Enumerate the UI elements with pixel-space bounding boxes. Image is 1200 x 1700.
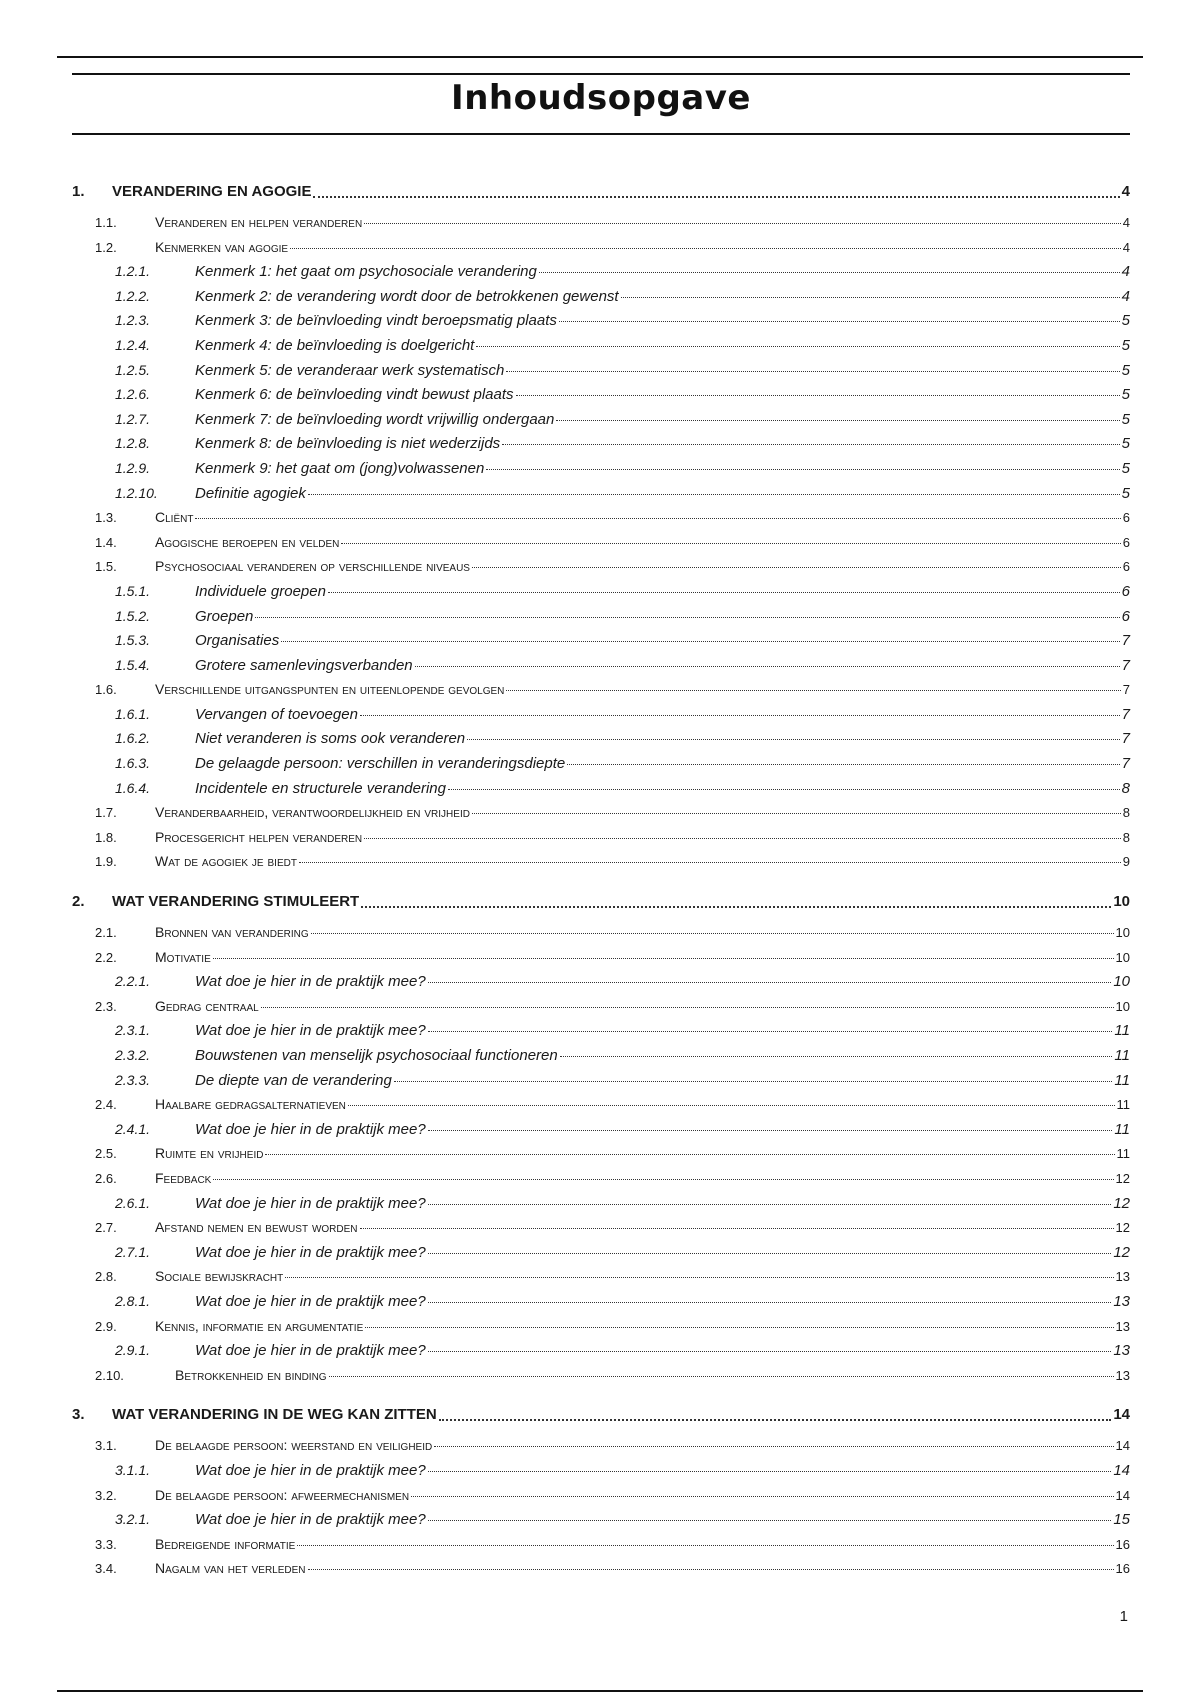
toc-entry-page: 12 [1113, 1194, 1130, 1212]
dot-leader [567, 764, 1119, 765]
toc-entry-page: 6 [1121, 607, 1130, 625]
toc-entry-title: Bedreigende informatie [155, 1535, 296, 1552]
toc-entry-title: Motivatie [155, 948, 211, 965]
toc-entry-page: 4 [1121, 263, 1130, 281]
toc-entry-level-1[interactable] [72, 168, 1130, 214]
toc-entry-number: 2.7. [95, 1220, 117, 1236]
toc-entry-title: Afstand nemen en bewust worden [155, 1219, 358, 1236]
toc-entry-page: 16 [1115, 1561, 1130, 1577]
toc-entry-page: 14 [1113, 1461, 1130, 1479]
toc-entry-title: De belaagde persoon: afweermechanismen [155, 1486, 410, 1503]
toc-entry-title: Kenmerk 5: de veranderaar werk systematisch [195, 361, 505, 379]
dot-leader [448, 789, 1120, 790]
toc-entry-level-2[interactable] [72, 1170, 1130, 1195]
dot-leader [502, 444, 1119, 445]
toc-entry-number: 1.7. [95, 805, 117, 821]
toc-entry-number: 2.8. [95, 1269, 117, 1285]
toc-entry-level-2[interactable] [72, 558, 1130, 583]
toc-entry-title: Psychosociaal veranderen op verschillende niveaus [155, 558, 470, 575]
dot-leader [394, 1081, 1113, 1082]
dot-leader [556, 420, 1119, 421]
toc-entry-level-2[interactable] [72, 949, 1130, 974]
toc-entry-level-2[interactable] [72, 214, 1130, 239]
toc-entry-number: 2.3.3. [115, 1071, 151, 1088]
dot-leader [428, 1471, 1112, 1472]
toc-entry-level-3[interactable] [72, 973, 1130, 998]
dot-leader [539, 272, 1120, 273]
toc-entry-level-3[interactable] [72, 386, 1130, 411]
toc-entry-title: WAT VERANDERING IN DE WEG KAN ZITTEN [112, 1405, 437, 1423]
page-title: Inhoudsopgave [451, 78, 751, 118]
toc-entry-number: 1.2.9. [115, 459, 151, 476]
toc-entry-title: Bronnen van verandering [155, 924, 309, 941]
toc-entry-level-3[interactable] [72, 288, 1130, 313]
toc-entry-page: 13 [1113, 1342, 1130, 1360]
toc-entry-page: 11 [1114, 1120, 1130, 1138]
toc-entry-page: 9 [1122, 854, 1130, 870]
toc-entry-number: 2.9.1. [115, 1342, 151, 1359]
dot-leader [360, 1228, 1114, 1229]
toc-entry-page: 5 [1121, 312, 1130, 330]
toc-entry-title: Groepen [195, 607, 254, 625]
toc-entry-page: 6 [1122, 510, 1130, 526]
toc-entry-number: 1.6.3. [115, 755, 151, 772]
toc-entry-level-3[interactable] [72, 706, 1130, 731]
dot-leader [472, 813, 1121, 814]
toc-entry-number: 1.5.2. [115, 607, 151, 624]
toc-entry-page: 5 [1121, 361, 1130, 379]
toc-entry-title: Wat doe je hier in de praktijk mee? [195, 973, 426, 991]
toc-entry-page: 12 [1115, 1170, 1130, 1186]
toc-entry-title: Procesgericht helpen veranderen [155, 828, 363, 845]
toc-entry-number: 2.3.1. [115, 1022, 151, 1039]
toc-entry-title: Wat doe je hier in de praktijk mee? [195, 1022, 426, 1040]
toc-entry-number: 2.3. [95, 998, 117, 1014]
toc-entry-level-3[interactable] [72, 780, 1130, 805]
dot-leader [361, 906, 1111, 908]
dot-leader [313, 196, 1119, 198]
toc-entry-title: De gelaagde persoon: verschillen in veranderingsdiepte [195, 755, 566, 773]
toc-entry-level-2[interactable] [72, 804, 1130, 829]
dot-leader [311, 933, 1114, 934]
dot-leader [195, 518, 1120, 519]
toc-entry-page: 14 [1115, 1438, 1130, 1454]
toc-entry-title: Sociale bewijskracht [155, 1268, 284, 1285]
toc-entry-number: 2.9. [95, 1318, 117, 1334]
toc-entry-number: 2.6. [95, 1170, 117, 1186]
toc-entry-title: Kenmerk 2: de verandering wordt door de betrokkenen gewenst [195, 287, 619, 305]
toc-entry-page: 13 [1115, 1367, 1130, 1383]
toc-entry-page: 11 [1114, 1047, 1130, 1064]
toc-entry-page: 13 [1113, 1292, 1130, 1310]
toc-entry-level-3[interactable] [72, 1342, 1130, 1367]
toc-entry-page: 4 [1122, 239, 1130, 255]
dot-leader [261, 1007, 1114, 1008]
toc-entry-level-2[interactable] [72, 998, 1130, 1023]
toc-entry-level-1[interactable] [72, 1391, 1130, 1437]
toc-entry-level-2[interactable] [72, 1096, 1130, 1121]
toc-entry-title: De diepte van de verandering [195, 1071, 392, 1089]
toc-entry-title: WAT VERANDERING STIMULEERT [112, 892, 360, 910]
dot-leader [428, 982, 1112, 983]
toc-entry-page: 10 [1113, 973, 1130, 991]
dot-leader [255, 617, 1119, 618]
toc-entry-page: 14 [1113, 1405, 1130, 1423]
dot-leader [516, 395, 1120, 396]
toc-entry-title: Wat doe je hier in de praktijk mee? [195, 1511, 426, 1529]
dot-leader [428, 1031, 1113, 1032]
toc-entry-number: 2. [72, 892, 85, 910]
toc-entry-level-2[interactable] [72, 534, 1130, 559]
toc-entry-title: Kennis, informatie en argumentatie [155, 1317, 364, 1334]
toc-entry-page: 5 [1121, 435, 1130, 453]
toc-entry-page: 5 [1121, 484, 1130, 502]
toc-entry-title: Kenmerk 9: het gaat om (jong)volwassenen [195, 459, 485, 477]
toc-entry-page: 12 [1113, 1243, 1130, 1261]
dot-leader [467, 739, 1120, 740]
toc-entry-page: 7 [1121, 656, 1130, 674]
toc-entry-title: Niet veranderen is soms ook veranderen [195, 730, 466, 748]
dot-leader [364, 223, 1121, 224]
dot-leader [476, 346, 1119, 347]
dot-leader [559, 321, 1120, 322]
toc-entry-title: Wat doe je hier in de praktijk mee? [195, 1120, 426, 1138]
toc-entry-title: Kenmerk 3: de beïnvloeding vindt beroepsmatig plaats [195, 312, 557, 330]
dot-leader [411, 1496, 1113, 1497]
toc-entry-title: Ruimte en vrijheid [155, 1145, 264, 1162]
dot-leader [428, 1130, 1113, 1131]
bottom-rule [57, 1690, 1143, 1692]
toc-entry-number: 2.2.1. [115, 973, 151, 990]
toc-entry-level-3[interactable] [72, 1072, 1130, 1097]
toc-entry-number: 1.2.2. [115, 287, 151, 304]
toc-entry-number: 1.2.6. [115, 386, 151, 403]
dot-leader [486, 469, 1119, 470]
toc-entry-page: 6 [1122, 534, 1130, 550]
toc-entry-level-2[interactable] [72, 509, 1130, 534]
toc-entry-level-3[interactable] [72, 1462, 1130, 1487]
dot-leader [341, 543, 1120, 544]
toc-entry-title: Nagalm van het verleden [155, 1560, 306, 1577]
toc-entry-title: De belaagde persoon: weerstand en veiligheid [155, 1437, 433, 1454]
toc-entry-number: 3.1. [95, 1438, 117, 1454]
dot-leader [281, 641, 1119, 642]
toc-entry-page: 7 [1121, 632, 1130, 650]
toc-entry-title: Gedrag centraal [155, 997, 259, 1014]
toc-entry-level-3[interactable] [72, 1121, 1130, 1146]
page-number: 1 [1119, 1608, 1128, 1625]
toc-entry-number: 1.2.7. [115, 410, 151, 427]
toc-entry-number: 2.1. [95, 925, 117, 941]
toc-entry-page: 10 [1113, 892, 1130, 910]
toc-entry-number: 3.3. [95, 1536, 117, 1552]
toc-entry-number: 1.6.2. [115, 730, 151, 747]
toc-entry-page: 11 [1116, 1146, 1130, 1162]
toc-entry-level-2[interactable] [72, 1437, 1130, 1462]
toc-entry-title: Wat doe je hier in de praktijk mee? [195, 1342, 426, 1360]
toc-entry-page: 14 [1115, 1487, 1130, 1503]
toc-entry-level-3[interactable] [72, 1511, 1130, 1536]
toc-entry-number: 1.5. [95, 559, 117, 575]
toc-entry-number: 1.6.4. [115, 779, 151, 796]
toc-entry-level-3[interactable] [72, 337, 1130, 362]
toc-entry-title: Kenmerk 4: de beïnvloeding is doelgericht [195, 336, 475, 354]
toc-entry-number: 1. [72, 182, 85, 200]
toc-entry-level-3[interactable] [72, 583, 1130, 608]
toc-entry-number: 1.8. [95, 829, 117, 845]
toc-entry-number: 2.5. [95, 1146, 117, 1162]
toc-entry-level-2[interactable] [72, 853, 1130, 878]
dot-leader [428, 1253, 1112, 1254]
toc-entry-title: Cliënt [155, 509, 194, 526]
top-rule-outer [57, 56, 1143, 58]
toc-entry-number: 2.2. [95, 949, 117, 965]
dot-leader [308, 1569, 1114, 1570]
toc-entry-page: 4 [1122, 215, 1130, 230]
title-rule-top [72, 73, 1130, 75]
dot-leader [329, 1376, 1114, 1377]
toc-entry-page: 7 [1122, 682, 1130, 698]
toc-entry-title: Wat doe je hier in de praktijk mee? [195, 1194, 426, 1212]
toc-entry-level-2[interactable] [72, 924, 1130, 949]
toc-entry-number: 2.6.1. [115, 1194, 151, 1211]
toc-entry-title: Kenmerken van agogie [155, 238, 289, 255]
toc-entry-page: 6 [1121, 582, 1130, 600]
toc-entry-title: Haalbare gedragsalternatieven [155, 1096, 346, 1113]
toc-entry-page: 15 [1113, 1511, 1130, 1529]
dot-leader [621, 297, 1120, 298]
toc-entry-page: 5 [1121, 410, 1130, 428]
toc-entry-title: Vervangen of toevoegen [195, 705, 358, 723]
toc-entry-number: 2.4. [95, 1097, 117, 1113]
toc-entry-level-3[interactable] [72, 435, 1130, 460]
dot-leader [213, 1179, 1113, 1180]
toc-entry-level-1[interactable] [72, 878, 1130, 924]
toc-entry-title: Definitie agogiek [195, 484, 306, 502]
toc-entry-level-2[interactable] [72, 1268, 1130, 1293]
toc-entry-number: 1.2.10. [115, 484, 158, 501]
dot-leader [265, 1154, 1114, 1155]
toc-entry-number: 1.9. [95, 854, 117, 870]
toc-entry-number: 2.4.1. [115, 1120, 151, 1137]
toc-entry-title: Agogische beroepen en velden [155, 533, 340, 550]
toc-entry-level-3[interactable] [72, 1244, 1130, 1269]
dot-leader [308, 494, 1120, 495]
dot-leader [428, 1520, 1112, 1521]
dot-leader [285, 1277, 1113, 1278]
toc-entry-page: 7 [1121, 705, 1130, 723]
dot-leader [428, 1351, 1112, 1352]
toc-entry-page: 4 [1121, 182, 1130, 200]
toc-entry-level-3[interactable] [72, 755, 1130, 780]
toc-entry-number: 1.2.1. [115, 263, 151, 280]
table-of-contents [72, 168, 1130, 1585]
toc-entry-page: 11 [1114, 1071, 1130, 1089]
dot-leader [439, 1419, 1112, 1421]
toc-entry-page: 4 [1121, 287, 1130, 305]
toc-entry-number: 1.5.3. [115, 632, 151, 649]
dot-leader [297, 1545, 1113, 1546]
dot-leader [434, 1446, 1113, 1447]
toc-entry-level-3[interactable] [72, 657, 1130, 682]
dot-leader [428, 1204, 1112, 1205]
title-rule-bottom [72, 133, 1130, 135]
toc-entry-title: Feedback [155, 1169, 212, 1186]
toc-entry-page: 11 [1114, 1022, 1130, 1040]
toc-entry-page: 13 [1115, 1318, 1130, 1334]
toc-entry-title: Incidentele en structurele verandering [195, 779, 446, 797]
toc-entry-number: 1.2.5. [115, 361, 151, 378]
toc-entry-level-2[interactable] [72, 681, 1130, 706]
toc-entry-title: Wat de agogiek je biedt [155, 853, 297, 870]
toc-entry-title: VERANDERING EN AGOGIE [112, 182, 312, 200]
toc-entry-number: 2.8.1. [115, 1292, 151, 1309]
toc-entry-number: 1.5.4. [115, 656, 151, 673]
dot-leader [299, 862, 1121, 863]
toc-entry-title: Individuele groepen [195, 582, 326, 600]
toc-entry-level-2[interactable] [72, 239, 1130, 264]
dot-leader [328, 592, 1120, 593]
toc-entry-number: 1.5.1. [115, 582, 151, 599]
dot-leader [506, 690, 1120, 691]
toc-entry-level-3[interactable] [72, 730, 1130, 755]
toc-entry-level-3[interactable] [72, 411, 1130, 436]
toc-entry-number: 2.7.1. [115, 1243, 151, 1260]
toc-entry-level-3[interactable] [72, 1047, 1130, 1072]
toc-entry-title: Veranderbaarheid, verantwoordelijkheid en vrijheid [155, 804, 470, 821]
toc-entry-number: 1.2.4. [115, 336, 151, 353]
toc-entry-title: Wat doe je hier in de praktijk mee? [195, 1292, 426, 1310]
toc-entry-number: 1.3. [95, 510, 117, 526]
toc-entry-level-3[interactable] [72, 460, 1130, 485]
toc-entry-page: 12 [1115, 1220, 1130, 1236]
toc-entry-number: 1.6. [95, 682, 117, 698]
toc-entry-number: 3. [72, 1405, 85, 1423]
toc-entry-number: 3.2.1. [115, 1511, 151, 1528]
toc-entry-page: 7 [1121, 755, 1130, 773]
dot-leader [560, 1056, 1113, 1057]
toc-entry-level-2[interactable] [72, 1367, 1130, 1392]
toc-entry-number: 3.2. [95, 1487, 117, 1503]
toc-entry-number: 1.2.8. [115, 435, 151, 452]
toc-entry-number: 3.4. [95, 1561, 117, 1577]
dot-leader [348, 1105, 1115, 1106]
toc-entry-number: 2.3.2. [115, 1047, 151, 1063]
toc-entry-level-3[interactable] [72, 608, 1130, 633]
toc-entry-page: 8 [1122, 805, 1130, 821]
toc-entry-number: 3.1.1. [115, 1461, 151, 1478]
toc-entry-level-2[interactable] [72, 1536, 1130, 1561]
toc-entry-page: 10 [1115, 925, 1130, 941]
toc-entry-level-3[interactable] [72, 312, 1130, 337]
toc-entry-number: 1.2. [95, 239, 117, 255]
toc-entry-level-2[interactable] [72, 1318, 1130, 1343]
toc-entry-title: Wat doe je hier in de praktijk mee? [195, 1243, 426, 1261]
toc-entry-number: 1.6.1. [115, 705, 151, 722]
toc-entry-title: Bouwstenen van menselijk psychosociaal functioneren [195, 1047, 558, 1064]
toc-entry-level-3[interactable] [72, 1195, 1130, 1220]
toc-entry-number: 2.10. [95, 1367, 124, 1383]
toc-entry-page: 16 [1115, 1536, 1130, 1552]
toc-entry-title: Kenmerk 6: de beïnvloeding vindt bewust plaats [195, 386, 514, 404]
toc-entry-level-2[interactable] [72, 1560, 1130, 1585]
toc-entry-page: 5 [1121, 459, 1130, 477]
toc-entry-level-3[interactable] [72, 1293, 1130, 1318]
toc-entry-page: 7 [1121, 730, 1130, 748]
toc-entry-page: 8 [1121, 779, 1130, 797]
toc-entry-number: 1.4. [95, 534, 117, 550]
toc-entry-title: Grotere samenlevingsverbanden [195, 656, 413, 674]
dot-leader [415, 666, 1120, 667]
toc-entry-title: Kenmerk 7: de beïnvloeding wordt vrijwillig ondergaan [195, 410, 555, 428]
dot-leader [213, 958, 1114, 959]
toc-entry-level-3[interactable] [72, 263, 1130, 288]
toc-entry-level-2[interactable] [72, 1219, 1130, 1244]
toc-entry-level-3[interactable] [72, 632, 1130, 657]
toc-entry-level-3[interactable] [72, 1022, 1130, 1047]
toc-entry-page: 5 [1121, 336, 1130, 354]
toc-entry-number: 1.2.3. [115, 312, 151, 329]
toc-entry-page: 5 [1121, 386, 1130, 404]
toc-entry-level-3[interactable] [72, 485, 1130, 510]
dot-leader [364, 838, 1121, 839]
dot-leader [360, 715, 1120, 716]
toc-entry-title: Veranderen en helpen veranderen [155, 214, 363, 230]
toc-entry-title: Kenmerk 8: de beïnvloeding is niet wederzijds [195, 435, 501, 453]
toc-entry-page: 13 [1115, 1269, 1130, 1285]
dot-leader [428, 1302, 1112, 1303]
dot-leader [506, 371, 1119, 372]
toc-entry-level-2[interactable] [72, 1145, 1130, 1170]
dot-leader [365, 1327, 1113, 1328]
toc-entry-title: Betrokkenheid en binding [175, 1366, 327, 1383]
toc-entry-page: 11 [1116, 1097, 1130, 1113]
dot-leader [290, 248, 1121, 249]
toc-entry-title: Organisaties [195, 632, 280, 650]
dot-leader [472, 567, 1121, 568]
toc-entry-number: 1.1. [95, 215, 117, 230]
toc-entry-level-2[interactable] [72, 829, 1130, 854]
toc-entry-level-3[interactable] [72, 362, 1130, 387]
toc-entry-title: Verschillende uitgangspunten en uiteenlopende gevolgen [155, 681, 505, 698]
toc-entry-level-2[interactable] [72, 1487, 1130, 1512]
toc-entry-page: 10 [1115, 949, 1130, 965]
toc-entry-page: 6 [1122, 559, 1130, 575]
toc-entry-page: 8 [1122, 829, 1130, 845]
toc-entry-title: Wat doe je hier in de praktijk mee? [195, 1461, 426, 1479]
toc-entry-title: Kenmerk 1: het gaat om psychosociale verandering [195, 263, 537, 281]
toc-entry-page: 10 [1115, 998, 1130, 1014]
